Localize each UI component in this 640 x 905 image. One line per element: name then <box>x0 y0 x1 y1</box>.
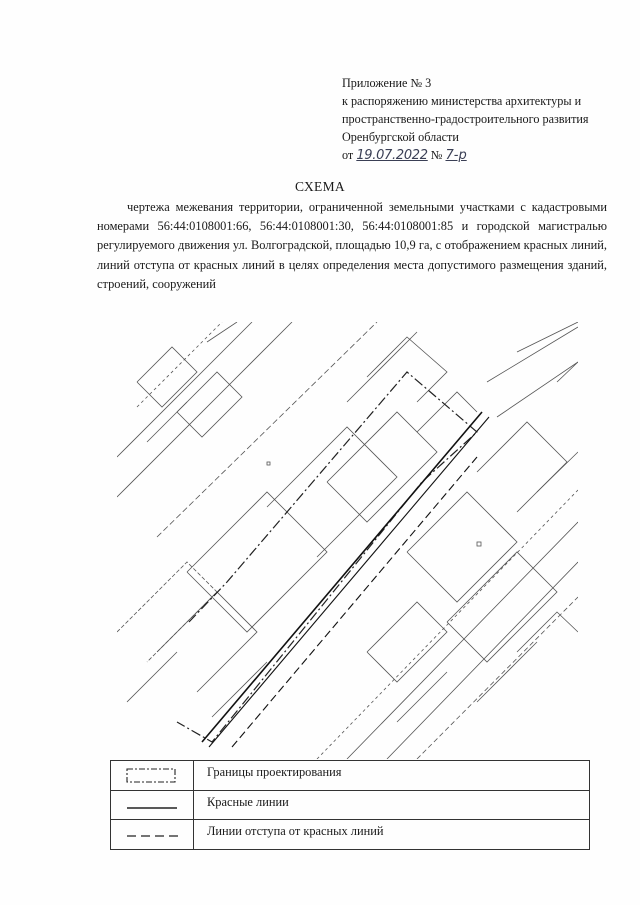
map-drawing <box>117 322 578 759</box>
legend-label-setback: Линии отступа от красных линий <box>207 824 384 838</box>
legend-label-red-lines: Красные линии <box>207 795 289 809</box>
map-legend <box>110 760 590 850</box>
cadastral-map <box>117 322 578 759</box>
legend-row-red-lines <box>111 790 589 820</box>
handwritten-date: 19.07.2022 <box>356 148 428 163</box>
appendix-region-line: Оренбургской области <box>342 130 459 144</box>
setback-line <box>232 457 477 747</box>
legend-label-boundary: Границы проектирования <box>207 765 342 779</box>
number-prefix: № <box>430 148 443 162</box>
legend-row-boundary <box>111 761 589 790</box>
legend-symbol-red-lines <box>111 791 194 820</box>
handwritten-number: 7-р <box>445 148 467 163</box>
description-text: чертежа межевания территории, ограниченной земельными участками с кадастровыми номерами 56:44:0108001:66, 56:44:0108001:30, 56:44:0108001:85 и городской магистралью регулируемого движения ул. Волгоградской, площадью 10,9 га, с отображением красных линий, линий отступа от красных линий в целях определения места допустимого размещения зданий, строений, сооружений <box>97 200 607 291</box>
appendix-number: Приложение № 3 <box>342 76 432 90</box>
red-line-1 <box>202 412 482 742</box>
appendix-date-line <box>342 146 622 165</box>
description-paragraph <box>97 198 607 294</box>
appendix-ministry-line: пространственно-градостроительного развития <box>342 112 589 126</box>
legend-symbol-setback <box>111 820 194 849</box>
legend-row-setback <box>111 819 589 849</box>
map-background-lines <box>117 322 578 759</box>
appendix-header <box>342 74 622 165</box>
legend-symbol-boundary <box>111 761 194 790</box>
appendix-order-line: к распоряжению министерства архитектуры и <box>342 94 582 108</box>
date-prefix: от <box>342 148 354 162</box>
document-title: СХЕМА <box>295 179 345 194</box>
